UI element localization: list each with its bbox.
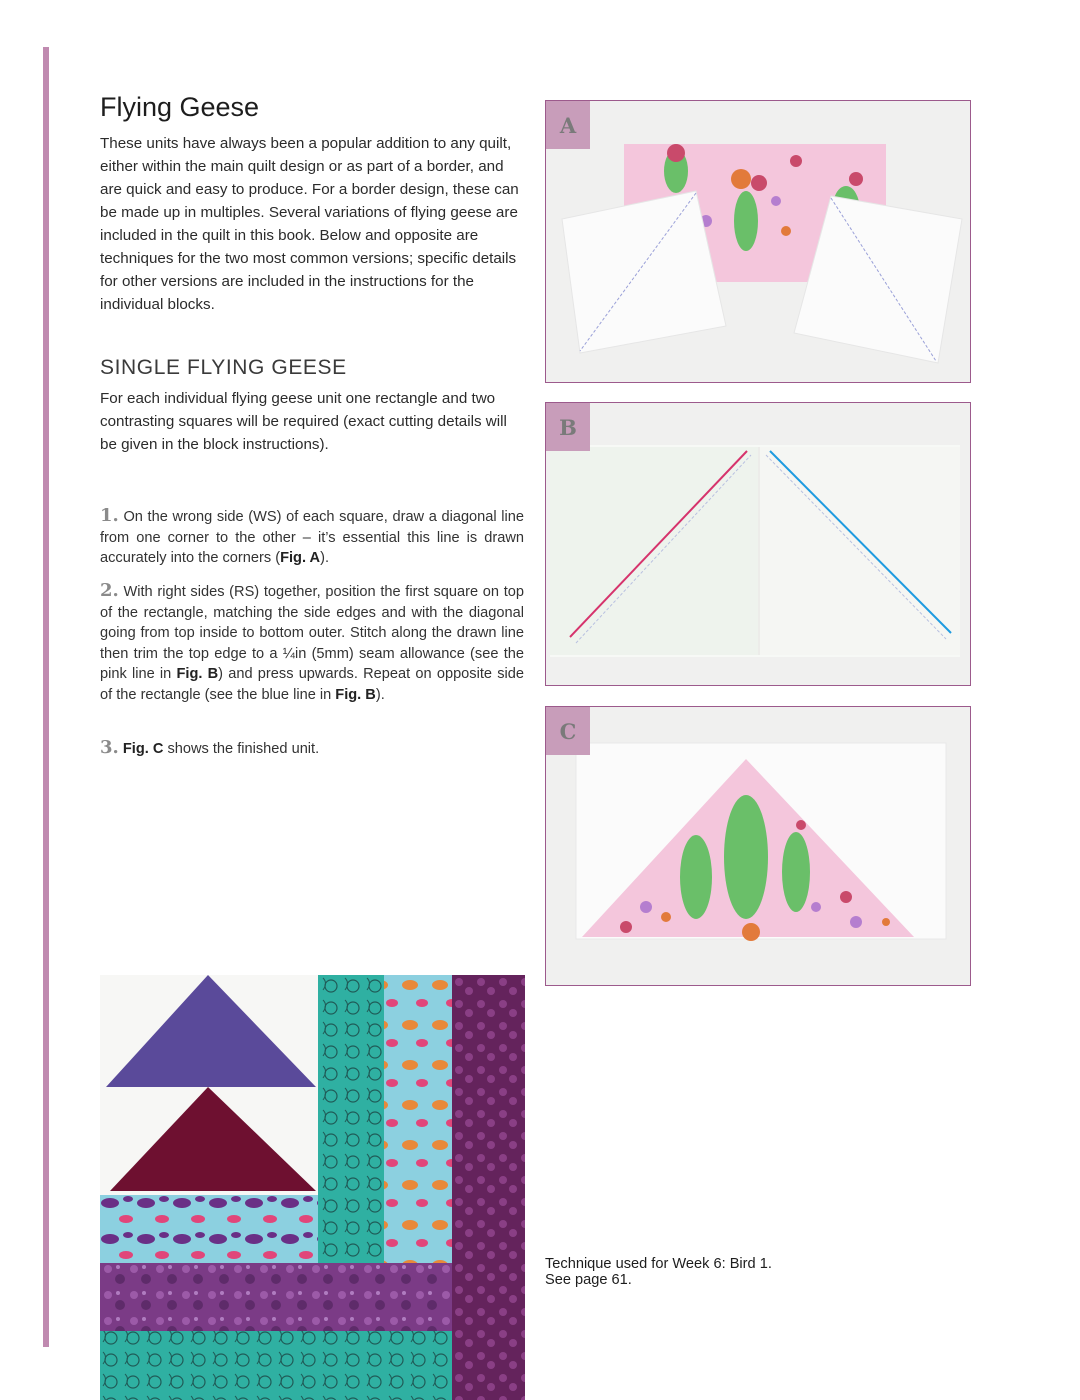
step-3 [100,738,524,760]
figure-c-photo [546,707,970,985]
figure-b [545,402,971,686]
bird-block-photo [100,975,525,1400]
step-number: 3. [100,737,119,758]
caption-line-2: See page 61. [545,1272,632,1288]
figure-a [545,100,971,383]
section-title: Flying Geese [100,92,260,122]
caption-line-1: Technique used for Week 6: Bird 1. [545,1256,772,1272]
step-text: ). [320,550,329,567]
step-number: 1. [100,505,119,526]
figure-b-photo [546,403,970,685]
step-text: ) and press upwards. Repeat on opposite side of the rectangle (see the blue line in [100,666,524,703]
figure-label: A [546,101,590,149]
subsection-heading: SINGLE FLYING GEESE [100,356,347,379]
step-text: With right sides (RS) together, position the first square on top of the rectangle, matching the side edges and with the diagonal going from top inside to bottom outer. Stitch along the drawn line then trim the top edge to a ¼in (5mm) seam allowance (see the pink line in [100,584,524,683]
margin-accent-bar [43,47,49,1347]
technique-caption [545,1256,805,1288]
figure-a-photo [546,101,970,382]
figure-reference: Fig. A [280,550,321,567]
step-number: 2. [100,580,119,601]
figure-reference: Fig. B [176,666,219,683]
step-text: On the wrong side (WS) of each square, draw a diagonal line from one corner to the other – it’s essential this line is drawn accurately into the corners ( [100,509,524,567]
subsection-intro: For each individual flying geese unit one rectangle and two contrasting squares will be required (exact cutting details will be given in the block instructions). [100,390,507,453]
figure-reference: Fig. C [122,741,164,757]
step-text: ). [375,686,385,703]
figure-label: B [546,403,590,451]
step-1 [100,506,524,569]
figure-c [545,706,971,986]
figure-label: C [546,707,590,755]
step-text: shows the finished unit. [163,741,320,757]
section-intro: These units have always been a popular addition to any quilt, either within the main quilt design or as part of a border, and are quick and easy to produce. For a border design, these can be made up in multiples. Several variations of flying geese are included in the quilt in this book. Below and opposite are techniques for the two most common versions; specific details for other versions are included in the instructions for the individual blocks. [100,135,519,313]
figure-reference: Fig. B [335,686,376,703]
step-2 [100,581,524,706]
